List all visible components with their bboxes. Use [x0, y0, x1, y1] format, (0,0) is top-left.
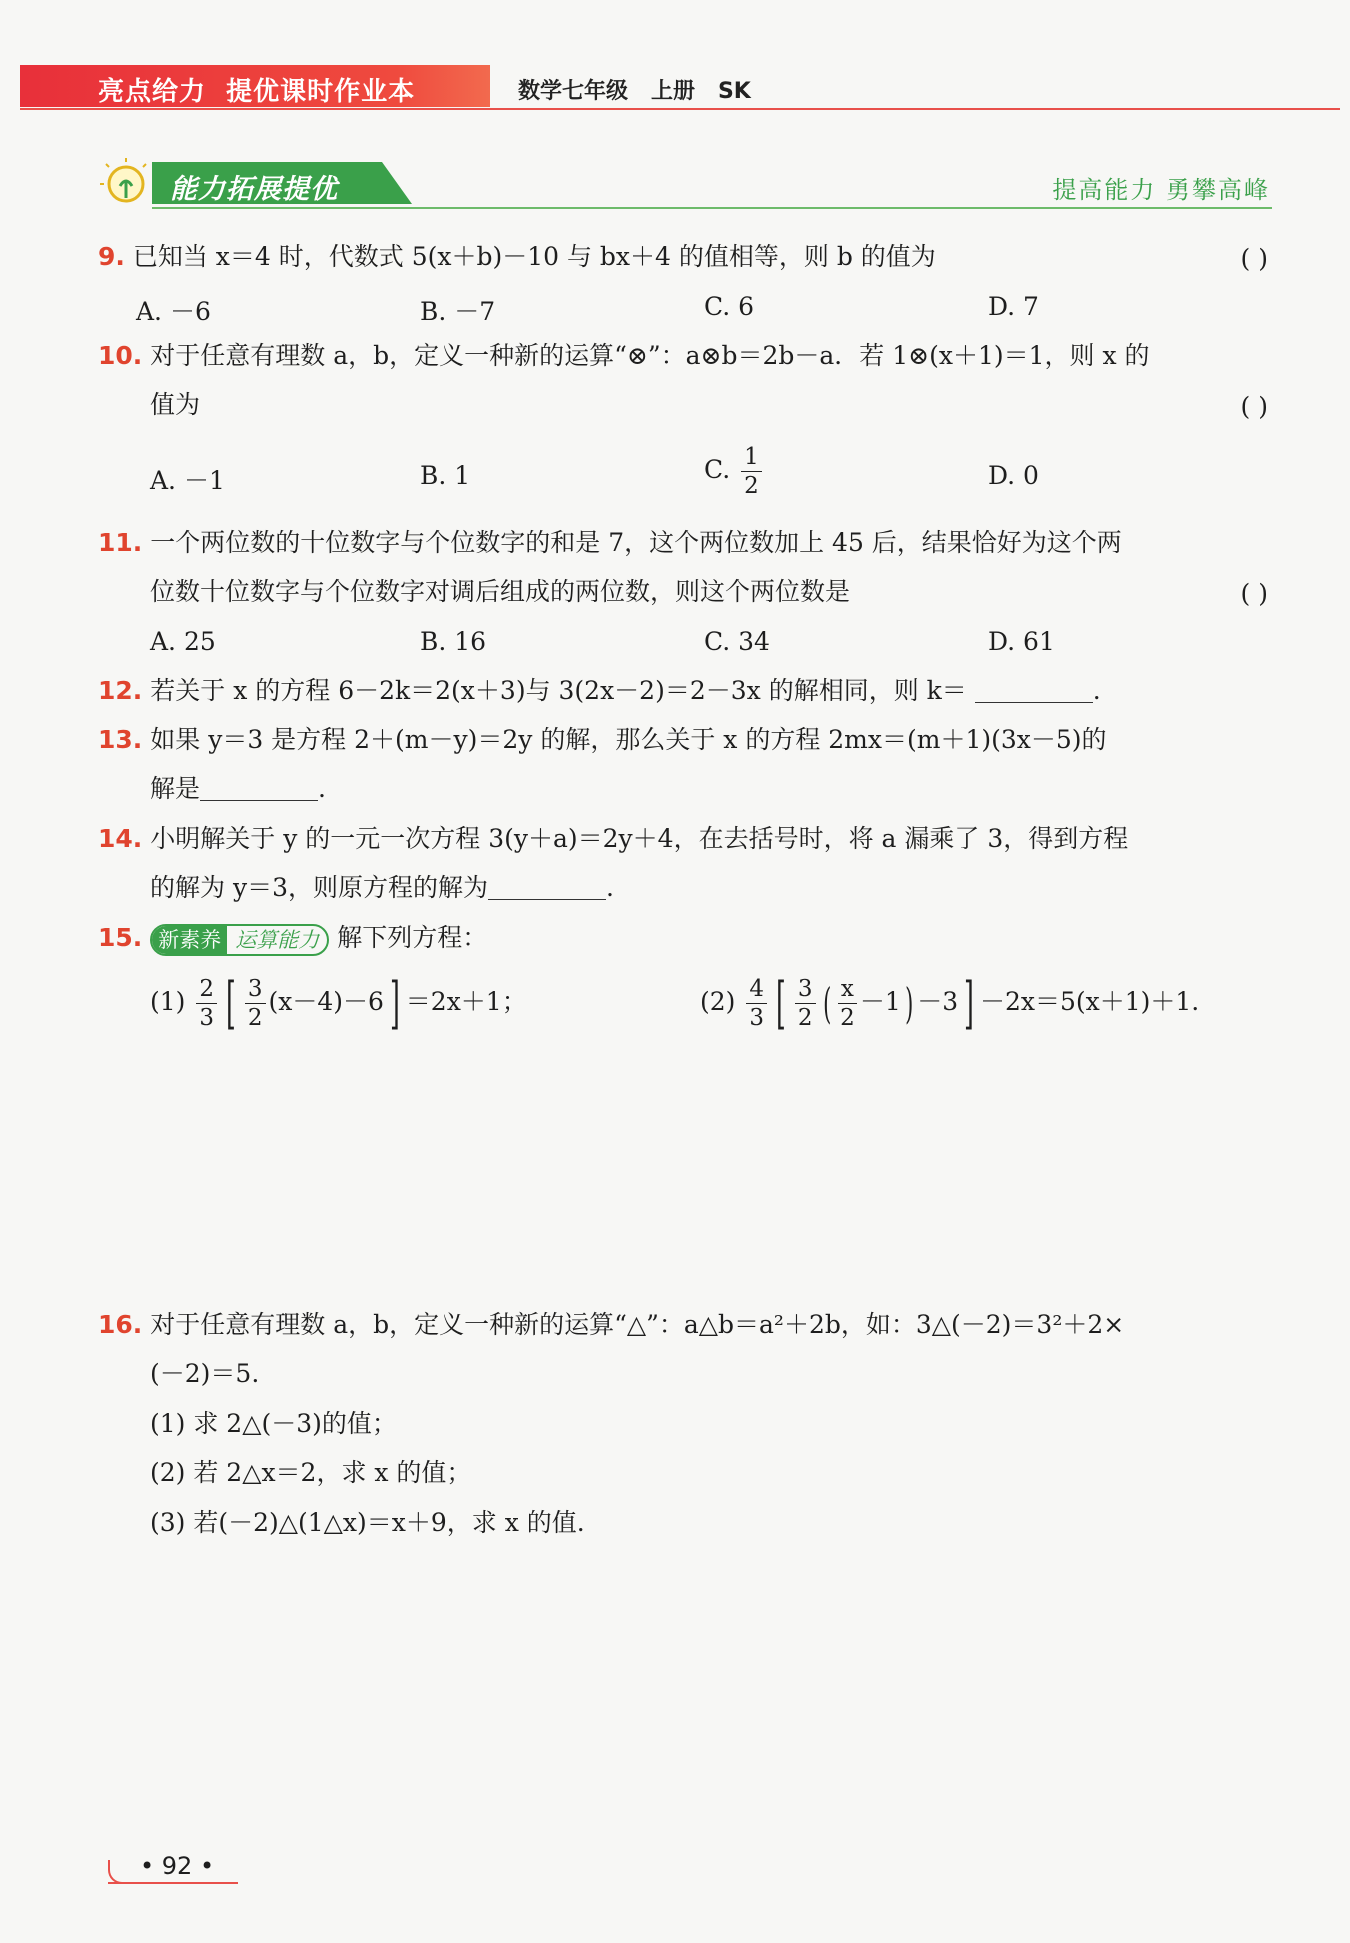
sub-label: (1): [150, 987, 186, 1016]
numerator: 1: [741, 443, 762, 472]
question-text: 小明解关于 y 的一元一次方程 3(y＋a)＝2y＋4，在去括号时，将 a 漏乘了 3，得到方程: [150, 824, 1129, 853]
option-c: C. 34: [704, 627, 770, 656]
numerator: x: [838, 975, 857, 1004]
punctuation: .: [1092, 676, 1101, 705]
punctuation: .: [318, 774, 326, 803]
denominator: 2: [797, 1005, 813, 1031]
question-text: 若关于 x 的方程 6－2k＝2(x＋3)与 3(2x－2)＝2－3x 的解相同，则 k＝: [150, 676, 967, 705]
question-number: 12.: [98, 676, 143, 705]
question-text: 解下列方程：: [337, 923, 488, 952]
fraction: [196, 975, 217, 1032]
literacy-tag: [150, 924, 329, 956]
question-text: 对于任意有理数 a，b，定义一种新的运算“⊗”：a⊗b＝2b－a．若 1⊗(x＋1)＝1，则 x 的: [150, 341, 1150, 370]
answer-blank[interactable]: [488, 877, 606, 900]
fraction: [741, 443, 762, 500]
numerator: 3: [795, 975, 816, 1004]
left-paren: (: [822, 979, 831, 1028]
answer-paren: ( ): [1240, 579, 1268, 608]
option-d: D. 7: [988, 292, 1039, 321]
question-text-cont: (－2)＝5.: [150, 1359, 260, 1388]
left-bracket: [: [776, 970, 786, 1036]
sub-question-1: (1) 求 2△(－3)的值；: [150, 1409, 397, 1438]
tag-label: 新素养: [152, 926, 227, 954]
punctuation: .: [605, 873, 614, 902]
question-number: 15.: [98, 923, 143, 952]
answer-paren: ( ): [1240, 392, 1268, 421]
section-rule: [152, 207, 1272, 209]
question-text-cont: [150, 774, 326, 804]
equation-1: [150, 970, 527, 1036]
question-13: [98, 725, 1107, 755]
section-slogan: 提高能力 勇攀高峰: [1052, 176, 1270, 204]
question-text-cont: [150, 873, 614, 903]
question-14: [98, 824, 1128, 854]
left-bracket: [: [226, 970, 236, 1036]
option-b: B. 16: [420, 627, 487, 656]
question-text: 的解为 y＝3，则原方程的解为: [150, 873, 488, 902]
question-number: 11.: [98, 528, 143, 557]
option-c: [704, 443, 765, 500]
header-rule: [20, 108, 1340, 110]
question-text: 如果 y＝3 是方程 2＋(m－y)＝2y 的解，那么关于 x 的方程 2mx＝(m＋1)(3x－5)的: [150, 725, 1107, 754]
fraction: [795, 975, 816, 1032]
question-text-cont: 位数十位数字与个位数字对调后组成的两位数，则这个两位数是: [150, 577, 851, 606]
option-c: C. 6: [704, 292, 755, 321]
numerator: 3: [245, 975, 266, 1004]
option-a: A. －1: [150, 466, 225, 495]
denominator: 2: [840, 1005, 855, 1031]
question-text: 已知当 x＝4 时，代数式 5(x＋b)－10 与 bx＋4 的值相等，则 b 的值为: [132, 242, 936, 271]
option-a: A. 25: [150, 627, 216, 656]
numerator: 2: [196, 975, 217, 1004]
expression: －3: [917, 987, 959, 1016]
numerator: 4: [746, 975, 767, 1004]
expression: ＝2x＋1；: [405, 987, 527, 1016]
tag-skill: 运算能力: [235, 927, 320, 952]
option-d: D. 61: [988, 627, 1055, 656]
question-text-cont: 值为: [150, 390, 201, 419]
option-b: B. 1: [420, 461, 471, 490]
question-15: [98, 923, 487, 956]
question-10: [98, 341, 1150, 371]
denominator: 2: [744, 473, 759, 499]
denominator: 3: [749, 1005, 765, 1031]
right-paren: ): [904, 979, 914, 1028]
fraction: [838, 975, 857, 1032]
expression: (x－4)－6: [268, 987, 384, 1016]
option-a: A. －6: [136, 297, 211, 326]
question-9: [98, 242, 936, 272]
option-b: B. －7: [420, 297, 496, 326]
page-number-decoration: [108, 1860, 140, 1884]
option-d: D. 0: [988, 461, 1039, 490]
question-11: [98, 528, 1122, 558]
equation-2: [700, 970, 1200, 1036]
question-text: 一个两位数的十位数字与个位数字的和是 7，这个两位数加上 45 后，结果恰好为这个两: [150, 528, 1122, 557]
page-number-rule: [108, 1882, 238, 1884]
book-subtitle: 数学七年级 上册 SK: [518, 79, 751, 104]
right-bracket: ]: [964, 970, 974, 1036]
denominator: 2: [247, 1005, 263, 1031]
question-number: 16.: [98, 1310, 143, 1339]
sub-question-2: (2) 若 2△x＝2，求 x 的值；: [150, 1458, 472, 1487]
denominator: 3: [199, 1005, 215, 1031]
page-number: • 92 •: [140, 1852, 215, 1880]
sub-question-3: (3) 若(－2)△(1△x)＝x＋9，求 x 的值.: [150, 1508, 585, 1537]
question-number: 13.: [98, 725, 143, 754]
answer-blank[interactable]: [975, 680, 1093, 703]
question-text: 对于任意有理数 a，b，定义一种新的运算“△”：a△b＝a²＋2b，如：3△(－2)＝3²＋2×: [150, 1310, 1125, 1339]
question-12: [98, 676, 1101, 706]
expression: －2x＝5(x＋1)＋1.: [979, 987, 1200, 1016]
option-label: C.: [704, 455, 731, 484]
right-bracket: ]: [389, 970, 400, 1036]
fraction: [746, 975, 767, 1032]
answer-blank[interactable]: [200, 778, 318, 801]
book-title: 亮点给力 提优课时作业本: [98, 77, 416, 107]
lightbulb-icon: [100, 158, 158, 210]
answer-paren: ( ): [1240, 244, 1268, 273]
sub-label: (2): [700, 987, 736, 1016]
expression: －1: [859, 987, 901, 1016]
section-title: 能力拓展提优: [170, 174, 338, 205]
question-text: 解是: [150, 774, 201, 803]
question-16: [98, 1310, 1124, 1340]
question-number: 14.: [98, 824, 143, 853]
fraction: [245, 975, 266, 1032]
question-number: 9.: [98, 242, 125, 271]
question-number: 10.: [98, 341, 143, 370]
